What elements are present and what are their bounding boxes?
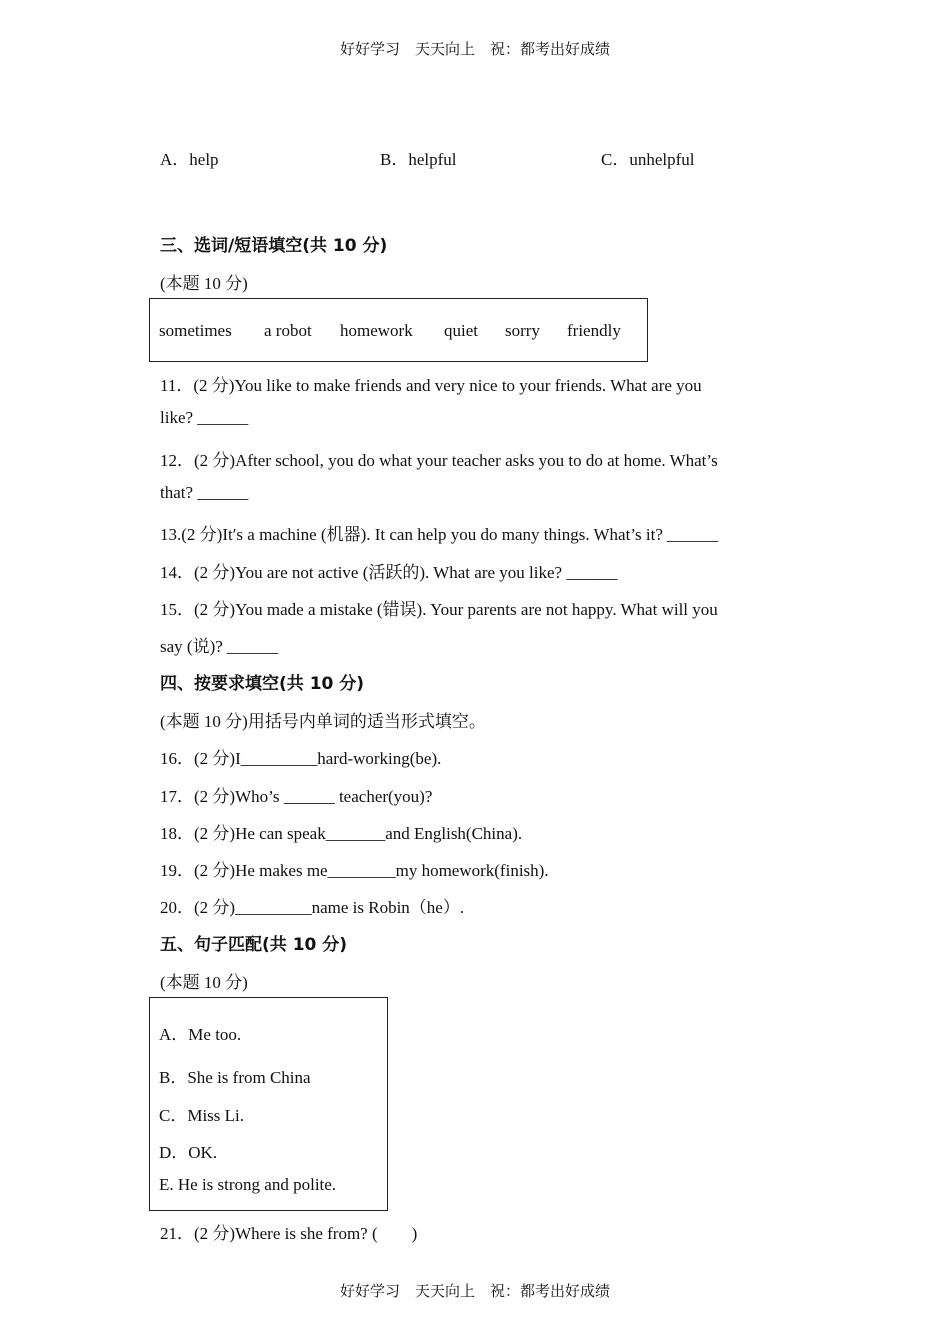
question-17: 17．(2 分)Who’s ______ teacher(you)? [160,787,433,806]
question-15: 15．(2 分)You made a mistake (错误). Your parents are not happy. What will you [160,600,718,619]
page-footer: 好好学习 天天向上 祝：都考出好成绩 [339,1282,610,1300]
section3-title: 三、选词/短语填空(共 10 分) [160,236,388,256]
section4-title: 四、按要求填空(共 10 分) [160,674,365,694]
word-bank-item: friendly [567,321,621,340]
choice-b: B．helpful [380,150,457,169]
word-bank-box [149,298,648,362]
question-14: 14．(2 分)You are not active (活跃的). What are you like? ______ [160,563,618,582]
match-option-a: A．Me too. [159,1025,242,1044]
match-option-b: B．She is from China [159,1068,311,1087]
word-bank-item: sometimes [159,321,232,340]
section4-note: (本题 10 分)用括号内单词的适当形式填空。 [160,712,486,731]
section5-note: (本题 10 分) [160,973,248,992]
question-11: 11．(2 分)You like to make friends and very nice to your friends. What are you [160,376,702,395]
word-bank-item: homework [340,321,413,340]
question-12: 12．(2 分)After school, you do what your teacher asks you to do at home. What’s [160,451,718,470]
word-bank-item: quiet [444,321,478,340]
question-18: 18．(2 分)He can speak_______and English(China). [160,824,523,843]
choice-c: C．unhelpful [601,150,695,169]
word-bank-item: a robot [264,321,312,340]
match-option-e: E. He is strong and polite. [159,1175,337,1194]
section5-title: 五、句子匹配(共 10 分) [160,935,348,955]
match-options-box [149,997,388,1211]
match-option-c: C．Miss Li. [159,1106,245,1125]
page-header: 好好学习 天天向上 祝：都考出好成绩 [339,40,610,58]
choice-a: A．help [160,150,219,169]
question-16: 16．(2 分)I_________hard-working(be). [160,749,442,768]
question-15-cont: say (说)? ______ [160,637,279,656]
question-11-cont: like? ______ [160,408,249,427]
question-19: 19．(2 分)He makes me________my homework(finish). [160,861,549,880]
question-20: 20．(2 分)_________name is Robin（he）. [160,898,465,917]
match-option-d: D．OK. [159,1143,218,1162]
question-21: 21．(2 分)Where is she from? ( ) [160,1224,418,1243]
question-13: 13.(2 分)It′s a machine (机器). It can help you do many things. What’s it? ______ [160,525,719,544]
question-12-cont: that? ______ [160,483,249,502]
section3-note: (本题 10 分) [160,274,248,293]
word-bank-item: sorry [505,321,540,340]
